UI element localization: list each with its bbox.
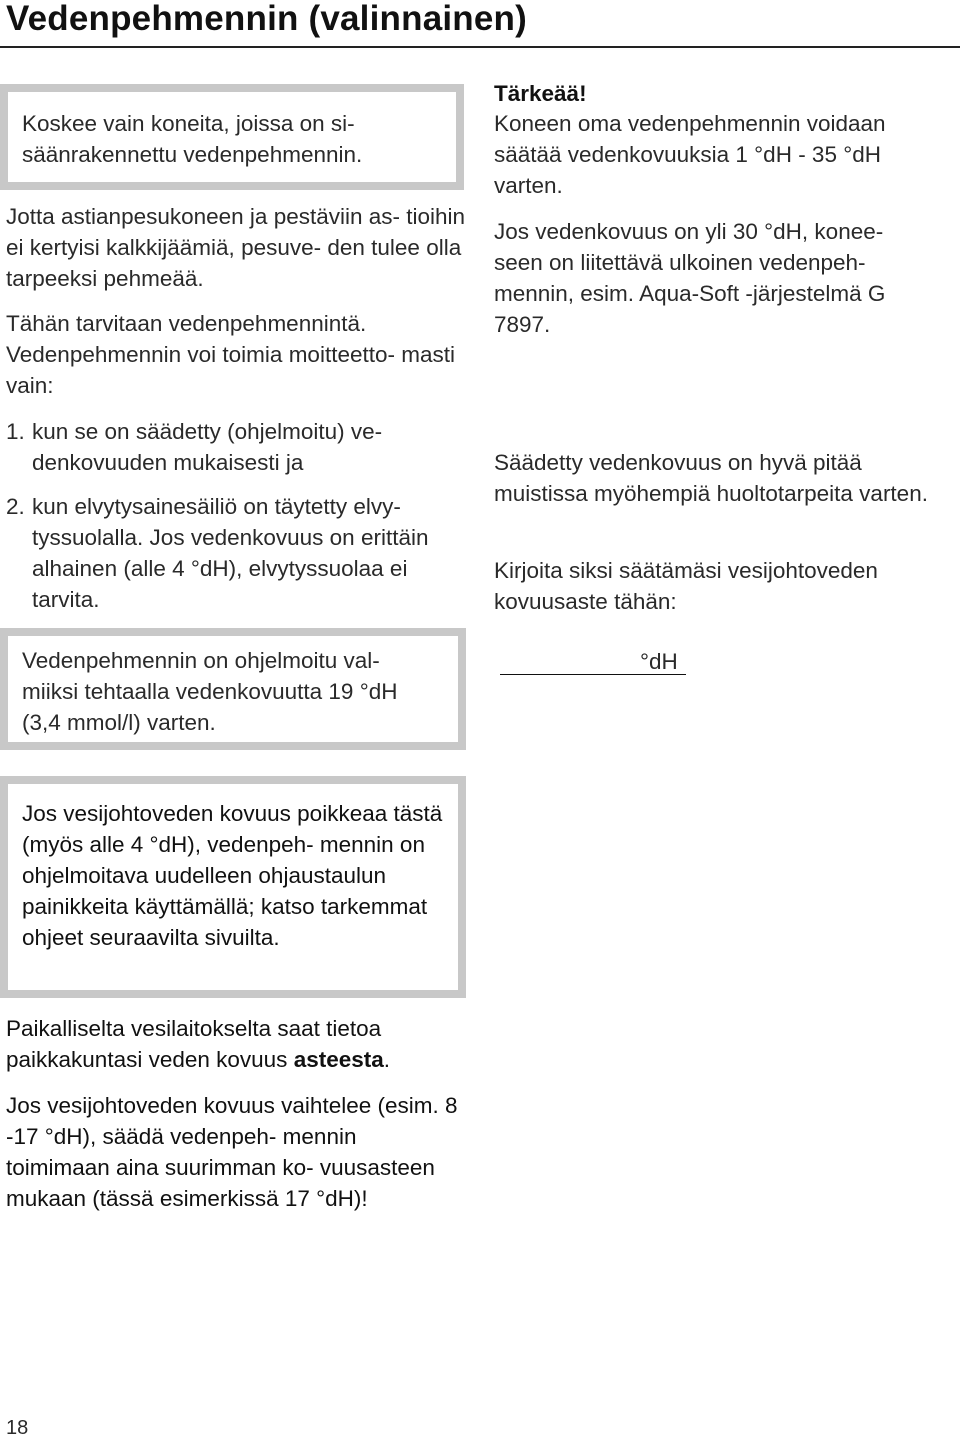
note-box-factory-setting-text: Vedenpehmennin on ohjelmoitu val- miiksi tehtaalla vedenkovuutta 19 °dH (3,4 mmol/l) varten. [22,648,398,735]
external-softener-paragraph: Jos vedenkovuus on yli 30 °dH, konee- seen on liitettävä ulkoinen vedenpeh- mennin, esim. Aqua-Soft -järjestelmä G 7897. [494,219,886,337]
requirement-paragraph: Tähän tarvitaan vedenpehmennintä. Vedenpehmennin voi toimia moitteetto- masti vain: [6,311,455,398]
remember-setting-paragraph: Säädetty vedenkovuus on hyvä pitää muistissa myöhempiä huoltotarpeita varten. [494,450,928,506]
water-utility-emphasis: asteesta [293,1047,384,1072]
important-text: Koneen oma vedenpehmennin voidaan säätää vedenkovuuksia 1 °dH - 35 °dH varten. [494,111,886,198]
list-item-text: kun se on säädetty (ohjelmoitu) ve- denkovuuden mukaisesti ja [32,419,383,475]
hardness-unit-label: °dH [640,649,678,674]
list-item-number: 1. [6,419,25,444]
water-utility-text: Paikalliselta vesilaitokselta saat tietoa paikkakuntasi veden kovuus [6,1016,382,1072]
note-box-reprogram-text: Jos vesijohtoveden kovuus poikkeaa tästä (myös alle 4 °dH), vedenpeh- mennin on ohjelmoitava uudelleen ohjaustaulun painikkeita käyttämällä; katso tarkemmat ohjeet seuraavilta sivuilta. [22,801,443,950]
note-box-applicability-text: Koskee vain koneita, joissa on si- säänrakennettu vedenpehmennin. [22,111,363,167]
important-heading: Tärkeää! [494,81,587,106]
page-title: Vedenpehmennin (valinnainen) [6,0,527,38]
list-item [6,491,466,615]
water-utility-paragraph [6,1013,466,1075]
intro-paragraph: Jotta astianpesukoneen ja pestäviin as- tioihin ei kertyisi kalkkijäämiä, pesuve- den tulee olla tarpeeksi pehmeää. [6,204,466,291]
list-item-text: kun elvytysainesäiliö on täytetty elvy- tyssuolalla. Jos vedenkovuus on erittäin alhainen (alle 4 °dH), elvytyssuolaa ei tarvita. [32,494,429,612]
title-divider [0,46,960,48]
page-number: 18 [6,1417,29,1439]
varying-hardness-paragraph: Jos vesijohtoveden kovuus vaihtelee (esim. 8 -17 °dH), säädä vedenpeh- mennin toimimaan aina suurimman ko- vuusasteen mukaan (tässä esimerkissä 17 °dH)! [6,1093,458,1211]
water-utility-end: . [383,1047,391,1072]
list-item [6,416,466,478]
list-item-number: 2. [6,494,25,519]
write-setting-paragraph: Kirjoita siksi säätämäsi vesijohtoveden kovuusaste tähän: [494,558,878,614]
